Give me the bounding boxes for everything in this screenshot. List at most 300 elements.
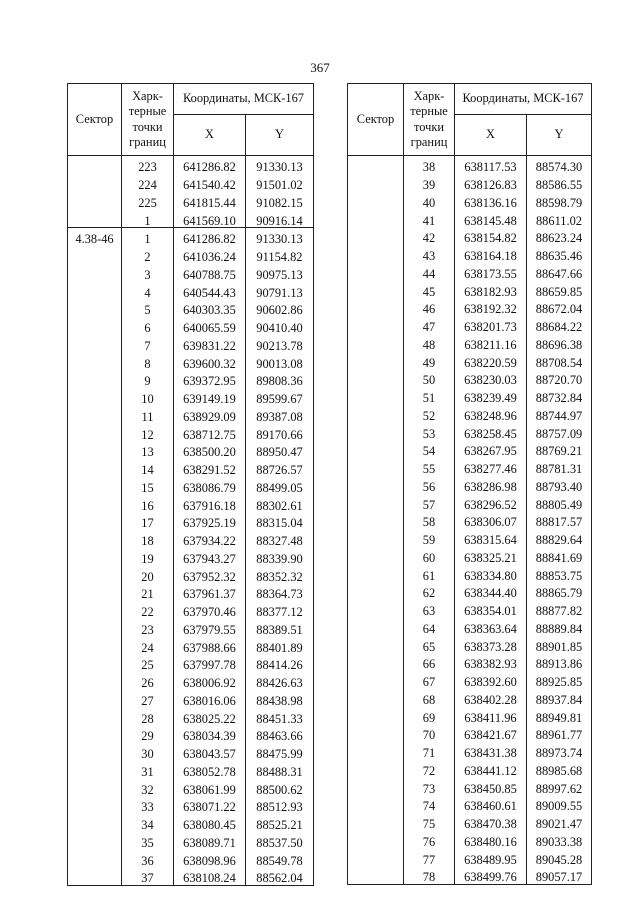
- y-cell: 88829.64: [527, 529, 592, 547]
- sector-cell: [68, 246, 122, 264]
- point-cell: 224: [122, 174, 174, 192]
- x-cell: 638277.46: [455, 458, 527, 476]
- sector-cell: [348, 600, 404, 618]
- sector-cell: [68, 352, 122, 370]
- table-row: [68, 192, 314, 210]
- table-row: [348, 192, 592, 210]
- point-cell: 67: [404, 671, 455, 689]
- y-cell: 88327.48: [246, 530, 314, 548]
- x-cell: 638325.21: [455, 547, 527, 565]
- y-cell: 88451.33: [246, 707, 314, 725]
- sector-cell: [68, 156, 122, 174]
- table-row: [68, 778, 314, 796]
- sector-cell: [348, 848, 404, 866]
- sector-cell: [68, 264, 122, 282]
- y-cell: 88611.02: [527, 209, 592, 227]
- sector-cell: [68, 370, 122, 388]
- table-row: [68, 796, 314, 814]
- y-cell: 88949.81: [527, 706, 592, 724]
- sector-cell: [68, 690, 122, 708]
- x-header: X: [455, 115, 527, 156]
- sector-cell: [348, 422, 404, 440]
- sector-cell: [348, 671, 404, 689]
- point-cell: 59: [404, 529, 455, 547]
- point-cell: 51: [404, 387, 455, 405]
- x-cell: 638006.92: [174, 672, 246, 690]
- point-cell: 26: [122, 672, 174, 690]
- point-cell: 52: [404, 405, 455, 423]
- y-cell: 88781.31: [527, 458, 592, 476]
- sector-cell: [348, 618, 404, 636]
- x-cell: 641569.10: [174, 209, 246, 227]
- table-row: [348, 848, 592, 866]
- table-row: [68, 814, 314, 832]
- right-table-body: [348, 156, 592, 885]
- sector-cell: [348, 564, 404, 582]
- y-cell: 88499.05: [246, 477, 314, 495]
- table-row: [68, 228, 314, 246]
- sector-cell: [348, 777, 404, 795]
- point-cell: 4: [122, 281, 174, 299]
- sector-cell: [68, 477, 122, 495]
- x-cell: 639372.95: [174, 370, 246, 388]
- x-cell: 638164.18: [455, 245, 527, 263]
- point-cell: 33: [122, 796, 174, 814]
- point-cell: 3: [122, 264, 174, 282]
- sector-cell: [348, 476, 404, 494]
- sector-cell: [348, 831, 404, 849]
- point-cell: 45: [404, 280, 455, 298]
- point-cell: 73: [404, 777, 455, 795]
- y-cell: 88901.85: [527, 635, 592, 653]
- table-row: [68, 565, 314, 583]
- sector-cell: [68, 406, 122, 424]
- point-cell: 78: [404, 866, 455, 884]
- sector-cell: [68, 707, 122, 725]
- table-row: [68, 690, 314, 708]
- table-row: [68, 264, 314, 282]
- table-row: [68, 636, 314, 654]
- point-cell: 23: [122, 619, 174, 637]
- y-cell: 88732.84: [527, 387, 592, 405]
- y-cell: 88805.49: [527, 493, 592, 511]
- x-cell: 638296.52: [455, 493, 527, 511]
- sector-cell: [348, 156, 404, 174]
- table-row: [348, 795, 592, 813]
- table-row: [348, 351, 592, 369]
- y-cell: 88961.77: [527, 724, 592, 742]
- point-cell: 71: [404, 742, 455, 760]
- point-cell: 1: [122, 228, 174, 246]
- x-cell: 637952.32: [174, 565, 246, 583]
- point-cell: 69: [404, 706, 455, 724]
- point-cell: 42: [404, 227, 455, 245]
- point-cell: 30: [122, 743, 174, 761]
- y-cell: 88913.86: [527, 653, 592, 671]
- sector-cell: [348, 440, 404, 458]
- point-cell: 24: [122, 636, 174, 654]
- point-cell: 9: [122, 370, 174, 388]
- x-cell: 638154.82: [455, 227, 527, 245]
- coords-header: Координаты, МСК-167: [174, 84, 314, 115]
- table-row: [68, 494, 314, 512]
- x-cell: 638043.57: [174, 743, 246, 761]
- sector-cell: [348, 511, 404, 529]
- y-cell: 88414.26: [246, 654, 314, 672]
- y-cell: 88696.38: [527, 334, 592, 352]
- sector-cell: [68, 867, 122, 885]
- table-row: [348, 263, 592, 281]
- x-cell: 638500.20: [174, 441, 246, 459]
- sector-cell: [68, 530, 122, 548]
- point-cell: 77: [404, 848, 455, 866]
- y-cell: 88925.85: [527, 671, 592, 689]
- point-cell: 17: [122, 512, 174, 530]
- y-cell: 90916.14: [246, 209, 314, 227]
- table-row: [348, 813, 592, 831]
- sector-cell: [68, 548, 122, 566]
- sector-cell: [348, 866, 404, 884]
- sector-cell: [348, 529, 404, 547]
- table-row: [348, 422, 592, 440]
- y-cell: 88841.69: [527, 547, 592, 565]
- point-cell: 225: [122, 192, 174, 210]
- sector-cell: [68, 672, 122, 690]
- table-row: [348, 689, 592, 707]
- y-cell: 91501.02: [246, 174, 314, 192]
- table-row: [348, 831, 592, 849]
- table-row: [68, 406, 314, 424]
- sector-cell: [68, 601, 122, 619]
- y-cell: 88985.68: [527, 760, 592, 778]
- point-cell: 223: [122, 156, 174, 174]
- x-cell: 638220.59: [455, 351, 527, 369]
- x-cell: 638460.61: [455, 795, 527, 813]
- table-row: [68, 246, 314, 264]
- y-header: Y: [527, 115, 592, 156]
- sector-cell: [68, 388, 122, 406]
- sector-cell: [68, 209, 122, 227]
- y-cell: 88877.82: [527, 600, 592, 618]
- table-row: [68, 281, 314, 299]
- sector-cell: [68, 778, 122, 796]
- sector-cell: [68, 174, 122, 192]
- point-cell: 27: [122, 690, 174, 708]
- y-cell: 88339.90: [246, 548, 314, 566]
- sector-cell: [68, 814, 122, 832]
- x-cell: 638363.64: [455, 618, 527, 636]
- sector-cell: [68, 192, 122, 210]
- x-cell: 640303.35: [174, 299, 246, 317]
- point-cell: 31: [122, 761, 174, 779]
- sector-cell: [68, 849, 122, 867]
- x-cell: 638136.16: [455, 192, 527, 210]
- point-cell: 70: [404, 724, 455, 742]
- point-cell: 18: [122, 530, 174, 548]
- coords-header: Координаты, МСК-167: [455, 84, 592, 115]
- y-cell: 90791.13: [246, 281, 314, 299]
- point-cell: 12: [122, 423, 174, 441]
- y-cell: 91330.13: [246, 156, 314, 174]
- y-cell: 88865.79: [527, 582, 592, 600]
- x-cell: 638192.32: [455, 298, 527, 316]
- table-row: [68, 832, 314, 850]
- table-row: [348, 547, 592, 565]
- point-cell: 15: [122, 477, 174, 495]
- y-cell: 90213.78: [246, 335, 314, 353]
- y-cell: 88401.89: [246, 636, 314, 654]
- x-cell: 638450.85: [455, 777, 527, 795]
- sector-cell: [348, 493, 404, 511]
- x-cell: 638499.76: [455, 866, 527, 884]
- y-cell: 88793.40: [527, 476, 592, 494]
- x-cell: 641815.44: [174, 192, 246, 210]
- x-cell: 638431.38: [455, 742, 527, 760]
- x-cell: 638173.55: [455, 263, 527, 281]
- y-cell: 89808.36: [246, 370, 314, 388]
- table-row: [68, 174, 314, 192]
- table-row: [348, 369, 592, 387]
- y-cell: 88426.63: [246, 672, 314, 690]
- point-cell: 46: [404, 298, 455, 316]
- x-cell: 638402.28: [455, 689, 527, 707]
- x-cell: 638306.07: [455, 511, 527, 529]
- y-cell: 88937.84: [527, 689, 592, 707]
- table-row: [348, 458, 592, 476]
- sector-cell: [348, 316, 404, 334]
- point-cell: 14: [122, 459, 174, 477]
- y-cell: 89599.67: [246, 388, 314, 406]
- table-row: [348, 245, 592, 263]
- y-cell: 88817.57: [527, 511, 592, 529]
- table-row: [68, 672, 314, 690]
- table-row: [348, 316, 592, 334]
- point-cell: 11: [122, 406, 174, 424]
- sector-cell: [348, 405, 404, 423]
- point-cell: 65: [404, 635, 455, 653]
- point-cell: 8: [122, 352, 174, 370]
- table-row: [348, 653, 592, 671]
- table-row: [348, 334, 592, 352]
- sector-cell: [68, 335, 122, 353]
- table-row: [68, 477, 314, 495]
- x-header: X: [174, 115, 246, 156]
- y-cell: 88302.61: [246, 494, 314, 512]
- point-cell: 55: [404, 458, 455, 476]
- sector-cell: [68, 619, 122, 637]
- x-cell: 638108.24: [174, 867, 246, 885]
- y-cell: 88889.84: [527, 618, 592, 636]
- x-cell: 638025.22: [174, 707, 246, 725]
- table-row: [348, 227, 592, 245]
- table-row: [68, 619, 314, 637]
- point-cell: 36: [122, 849, 174, 867]
- sector-cell: [68, 565, 122, 583]
- table-row: [68, 849, 314, 867]
- y-cell: 91154.82: [246, 246, 314, 264]
- y-cell: 88635.46: [527, 245, 592, 263]
- point-cell: 22: [122, 601, 174, 619]
- point-cell: 49: [404, 351, 455, 369]
- point-cell: 10: [122, 388, 174, 406]
- coordinates-table-left: [67, 83, 314, 886]
- y-cell: 91330.13: [246, 228, 314, 246]
- sector-cell: [348, 795, 404, 813]
- table-row: [68, 707, 314, 725]
- sector-cell: [348, 458, 404, 476]
- table-row: [348, 493, 592, 511]
- sector-cell: [348, 689, 404, 707]
- x-cell: 638929.09: [174, 406, 246, 424]
- x-cell: 638211.16: [455, 334, 527, 352]
- x-cell: 639600.32: [174, 352, 246, 370]
- point-cell: 75: [404, 813, 455, 831]
- table-row: [348, 405, 592, 423]
- x-cell: 638334.80: [455, 564, 527, 582]
- point-cell: 56: [404, 476, 455, 494]
- point-cell: 54: [404, 440, 455, 458]
- x-cell: 638315.64: [455, 529, 527, 547]
- point-cell: 44: [404, 263, 455, 281]
- table-row: [348, 635, 592, 653]
- point-cell: 34: [122, 814, 174, 832]
- sector-cell: [348, 334, 404, 352]
- y-cell: 88598.79: [527, 192, 592, 210]
- sector-cell: [348, 760, 404, 778]
- x-cell: 641286.82: [174, 156, 246, 174]
- y-cell: 89009.55: [527, 795, 592, 813]
- sector-cell: [68, 317, 122, 335]
- x-cell: 639831.22: [174, 335, 246, 353]
- x-cell: 640065.59: [174, 317, 246, 335]
- table-row: [348, 671, 592, 689]
- x-cell: 637997.78: [174, 654, 246, 672]
- y-cell: 88438.98: [246, 690, 314, 708]
- table-row: [68, 352, 314, 370]
- sector-cell: [348, 209, 404, 227]
- x-cell: 637988.66: [174, 636, 246, 654]
- table-row: [348, 600, 592, 618]
- table-row: [68, 156, 314, 174]
- points-header: Харк-терные точки границ: [122, 84, 174, 156]
- y-cell: 88659.85: [527, 280, 592, 298]
- sector-cell: [68, 725, 122, 743]
- table-row: [68, 459, 314, 477]
- table-row: [68, 512, 314, 530]
- y-cell: 88512.93: [246, 796, 314, 814]
- table-row: [68, 725, 314, 743]
- point-cell: 28: [122, 707, 174, 725]
- x-cell: 638354.01: [455, 600, 527, 618]
- x-cell: 637925.19: [174, 512, 246, 530]
- point-cell: 37: [122, 867, 174, 885]
- point-cell: 21: [122, 583, 174, 601]
- y-cell: 88950.47: [246, 441, 314, 459]
- x-cell: 638421.67: [455, 724, 527, 742]
- x-cell: 640788.75: [174, 264, 246, 282]
- point-cell: 13: [122, 441, 174, 459]
- y-cell: 90602.86: [246, 299, 314, 317]
- table-row: [68, 583, 314, 601]
- sector-cell: [68, 796, 122, 814]
- sector-cell: [348, 547, 404, 565]
- x-cell: 638126.83: [455, 174, 527, 192]
- table-row: [68, 530, 314, 548]
- y-cell: 88720.70: [527, 369, 592, 387]
- sector-cell: [68, 512, 122, 530]
- point-cell: 76: [404, 831, 455, 849]
- table-row: [68, 654, 314, 672]
- point-cell: 72: [404, 760, 455, 778]
- x-cell: 638373.28: [455, 635, 527, 653]
- y-cell: 88315.04: [246, 512, 314, 530]
- y-cell: 88684.22: [527, 316, 592, 334]
- y-cell: 88574.30: [527, 156, 592, 174]
- x-cell: 638098.96: [174, 849, 246, 867]
- y-cell: 88377.12: [246, 601, 314, 619]
- x-cell: 638145.48: [455, 209, 527, 227]
- y-cell: 88352.32: [246, 565, 314, 583]
- sector-cell: [348, 653, 404, 671]
- table-row: [348, 706, 592, 724]
- x-cell: 638201.73: [455, 316, 527, 334]
- coordinates-table-right: [347, 83, 592, 885]
- point-cell: 57: [404, 493, 455, 511]
- y-cell: 88364.73: [246, 583, 314, 601]
- sector-cell: [68, 743, 122, 761]
- x-cell: 640544.43: [174, 281, 246, 299]
- x-cell: 638248.96: [455, 405, 527, 423]
- x-cell: 637979.55: [174, 619, 246, 637]
- table-row: [348, 564, 592, 582]
- sector-cell: [68, 494, 122, 512]
- x-cell: 638344.40: [455, 582, 527, 600]
- table-row: [68, 370, 314, 388]
- table-row: [348, 866, 592, 884]
- sector-cell: [348, 351, 404, 369]
- table-row: [68, 388, 314, 406]
- table-row: [348, 582, 592, 600]
- y-cell: 88586.55: [527, 174, 592, 192]
- point-cell: 6: [122, 317, 174, 335]
- x-cell: 641540.42: [174, 174, 246, 192]
- sector-cell: [348, 582, 404, 600]
- x-cell: 638239.49: [455, 387, 527, 405]
- y-cell: 88997.62: [527, 777, 592, 795]
- point-cell: 68: [404, 689, 455, 707]
- point-cell: 39: [404, 174, 455, 192]
- x-cell: 638267.95: [455, 440, 527, 458]
- sector-header: Сектор: [68, 84, 122, 156]
- table-row: [68, 867, 314, 885]
- x-cell: 638392.60: [455, 671, 527, 689]
- point-cell: 48: [404, 334, 455, 352]
- y-cell: 88389.51: [246, 619, 314, 637]
- point-cell: 43: [404, 245, 455, 263]
- table-row: [348, 760, 592, 778]
- point-cell: 61: [404, 564, 455, 582]
- x-cell: 638230.03: [455, 369, 527, 387]
- x-cell: 638117.53: [455, 156, 527, 174]
- y-cell: 88525.21: [246, 814, 314, 832]
- point-cell: 29: [122, 725, 174, 743]
- x-cell: 638411.96: [455, 706, 527, 724]
- x-cell: 638489.95: [455, 848, 527, 866]
- y-cell: 89021.47: [527, 813, 592, 831]
- sector-cell: [68, 761, 122, 779]
- point-cell: 60: [404, 547, 455, 565]
- sector-cell: [348, 263, 404, 281]
